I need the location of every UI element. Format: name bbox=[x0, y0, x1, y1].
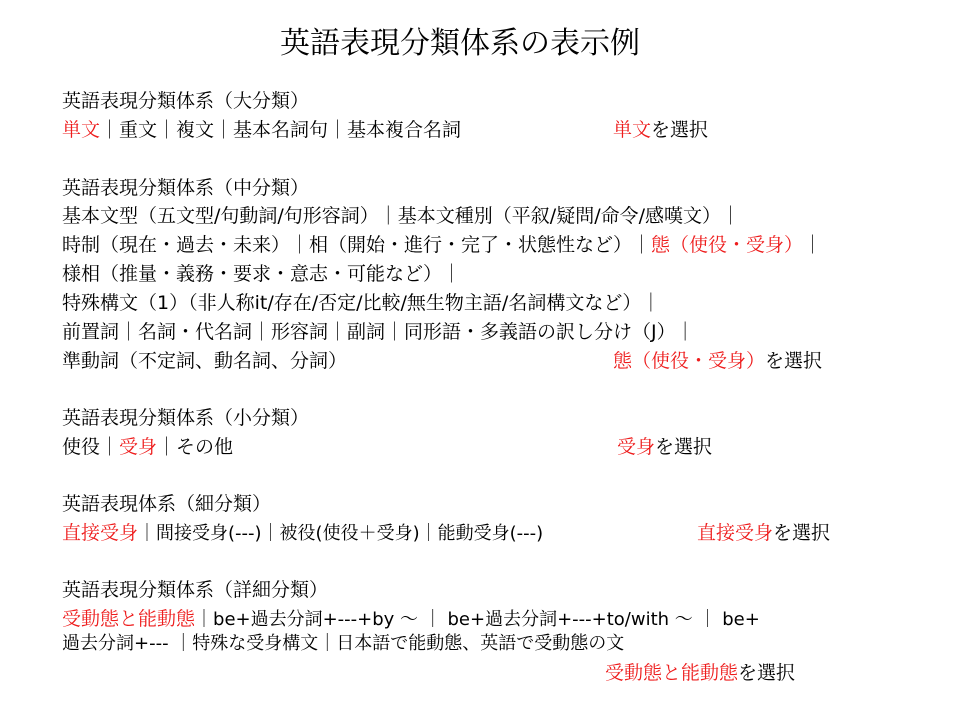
selection-note: 受身を選択 bbox=[617, 436, 713, 458]
middle-class-line-1: 基本文型（五文型/句動詞/句形容詞）｜基本文種別（平叙/疑問/命令/感嘆文）｜ bbox=[62, 205, 741, 227]
heading-detail-class: 英語表現分類体系（詳細分類） bbox=[62, 579, 329, 601]
selected-item: 受動態と能動態 bbox=[62, 608, 196, 630]
middle-class-line-3: 様相（推量・義務・要求・意志・可能など）｜ bbox=[62, 263, 462, 285]
other-items: ｜重文｜複文｜基本名詞句｜基本複合名詞 bbox=[100, 119, 462, 141]
major-class-items bbox=[62, 117, 461, 143]
heading-minor-class: 英語表現分類体系（小分類） bbox=[62, 407, 310, 429]
middle-class-line-6: 準動詞（不定詞、動名詞、分詞） bbox=[62, 350, 348, 372]
heading-middle-class: 英語表現分類体系（中分類） bbox=[62, 177, 310, 199]
sub-class-items: 直接受身｜間接受身(---)｜被役(使役＋受身)｜能動受身(---) bbox=[62, 522, 544, 544]
selected-item: 態（使役・受身） bbox=[651, 234, 804, 256]
selection-note: 受動態と能動態を選択 bbox=[605, 662, 796, 684]
detail-class-line-2: 過去分詞+--- ｜特殊な受身構文｜日本語で能動態、英語で受動態の文 bbox=[62, 633, 625, 654]
minor-class-items: 使役｜受身｜その他 bbox=[62, 436, 234, 458]
selection-note: 直接受身を選択 bbox=[697, 522, 831, 544]
selection-note: 単文を選択 bbox=[613, 119, 709, 141]
middle-class-line-5: 前置詞｜名詞・代名詞｜形容詞｜副詞｜同形語・多義語の訳し分け（J）｜ bbox=[62, 321, 695, 343]
detail-class-line-1: 受動態と能動態｜be+過去分詞+---+by 〜 ｜ be+過去分詞+---+to/with 〜 ｜ be+ bbox=[62, 608, 760, 630]
selection-note: 態（使役・受身）を選択 bbox=[613, 350, 823, 372]
heading-major-class: 英語表現分類体系（大分類） bbox=[62, 90, 310, 112]
page-title: 英語表現分類体系の表示例 bbox=[280, 26, 640, 61]
selected-item: 受身 bbox=[119, 436, 158, 458]
selected-item: 直接受身 bbox=[62, 522, 139, 544]
middle-class-line-4: 特殊構文（1）（非人称it/存在/否定/比較/無生物主語/名詞構文など）｜ bbox=[62, 292, 661, 314]
selected-item: 単文 bbox=[62, 119, 101, 141]
heading-sub-class: 英語表現体系（細分類） bbox=[62, 493, 272, 515]
middle-class-line-2: 時制（現在・過去・未来）｜相（開始・進行・完了・状態性など）｜態（使役・受身）｜ bbox=[62, 234, 823, 256]
